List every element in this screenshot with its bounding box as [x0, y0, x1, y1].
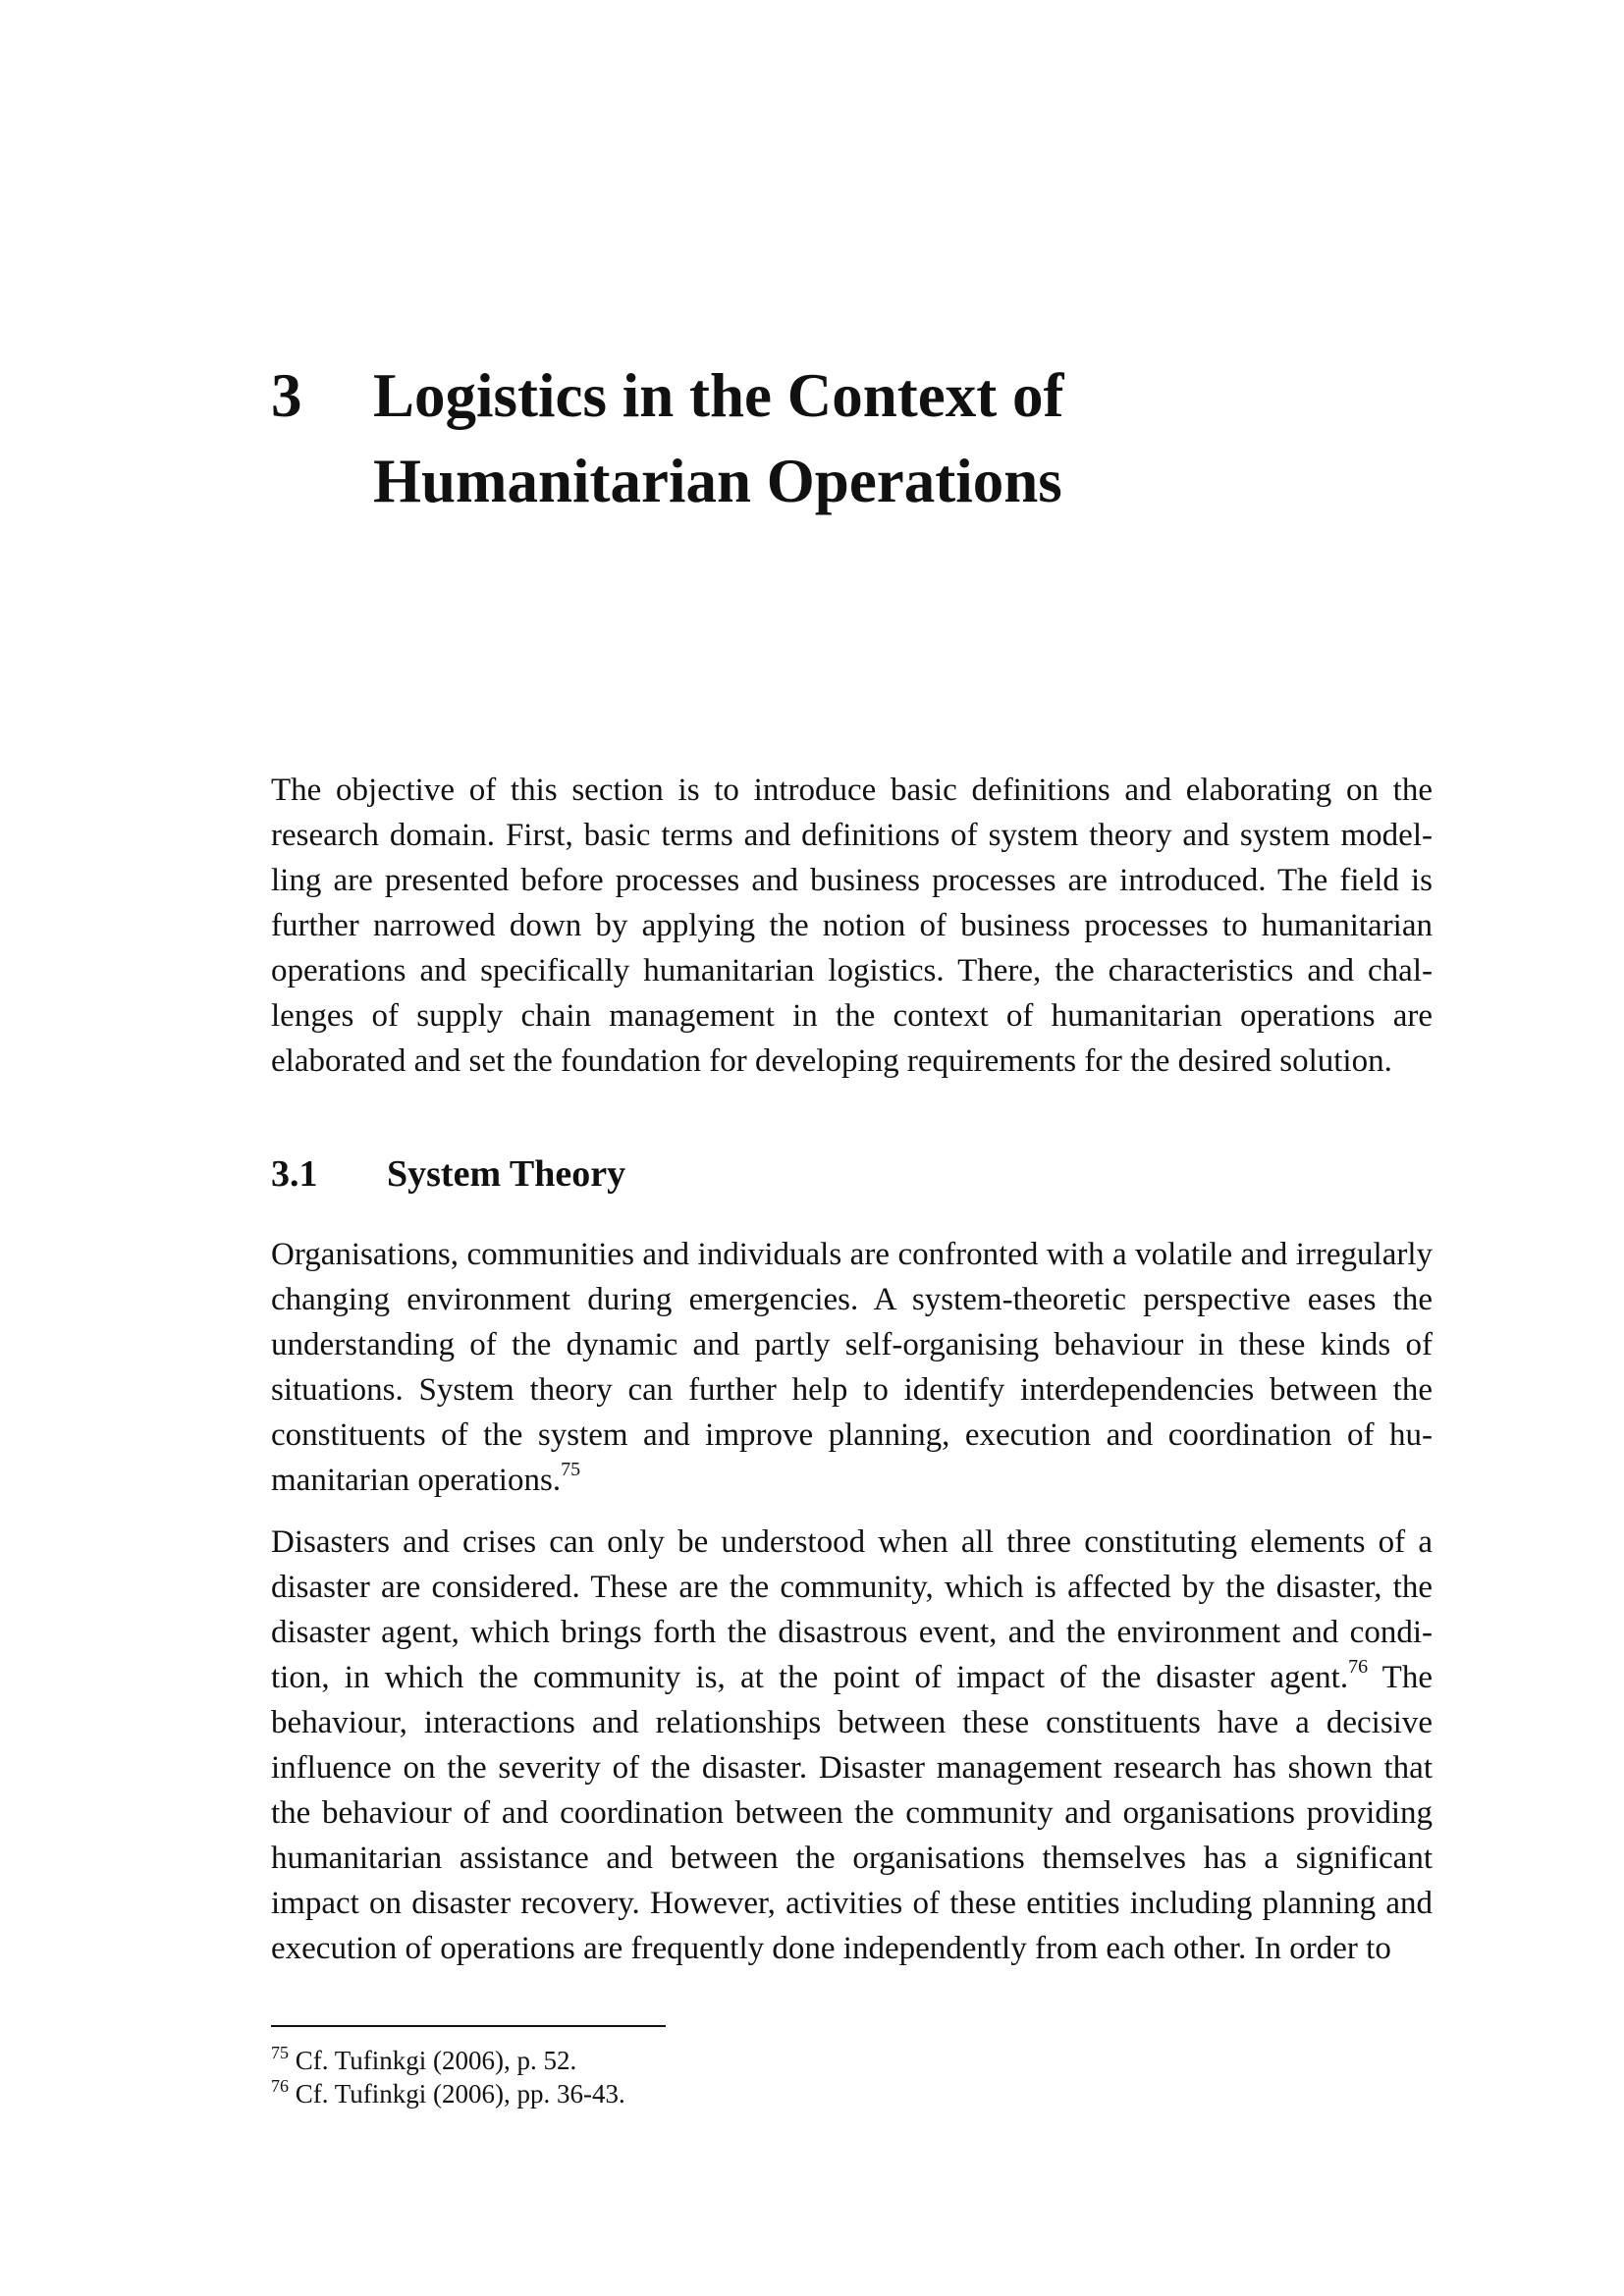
footnote-text: Cf. Tufinkgi (2006), p. 52. — [289, 2046, 577, 2075]
section-paragraph-1-text: Organisations, communities and individuals are confronted with a volatile and irregularly changing environment during emergencies. A system-theoretic perspective eases the understanding of the dynamic and partly self-organising behaviour in these kinds of situations. System theory can further help to identify interdependencies between the constituents of the system and improve planning, execution and coordination of humanitarian operations. — [271, 1237, 1433, 1498]
footnote-number: 76 — [271, 2076, 289, 2096]
footnote-ref-76[interactable]: 76 — [1348, 1656, 1369, 1678]
chapter-title: Logistics in the Context of Humanitarian Operations — [373, 361, 1064, 515]
footnote-separator — [271, 2025, 666, 2027]
footnote-76 — [271, 2077, 1433, 2110]
section-paragraph-2-text-a: Disasters and crises can only be understood when all three constituting elements of a disaster are considered. These are the community, which is affected by the disaster, the disaster agent, which brings forth the disastrous event, and the environment and condition, in which the community is, at the point of impact of the disaster agent. — [271, 1524, 1433, 1695]
footnote-text: Cf. Tufinkgi (2006), pp. 36-43. — [289, 2079, 625, 2109]
footnote-number: 75 — [271, 2043, 289, 2062]
footnotes — [271, 2044, 1433, 2110]
section-paragraph-1 — [271, 1232, 1433, 1503]
section-body — [271, 1232, 1433, 1971]
section-paragraph-2-text-b: The behaviour, interactions and relationships between these constituents have a decisive influence on the severity of the disaster. Disaster management research has shown that the behaviour of and coordination between the community and organisations providing humanitarian assistance and between the organisations themselves has a significant impact on disaster recovery. However, activities of these entities including planning and execution of operations are frequently done independently from each other. In order to — [271, 1660, 1433, 1966]
section-paragraph-2 — [271, 1520, 1433, 1971]
section-number: 3.1 — [271, 1153, 318, 1195]
footnote-75 — [271, 2044, 1433, 2077]
chapter-number: 3 — [271, 361, 302, 430]
section-title: System Theory — [387, 1153, 626, 1195]
intro-paragraph: The objective of this section is to introduce basic definitions and elaborating on the research domain. First, basic terms and definitions of system theory and system modelling are presented before processes and business processes are introduced. The field is further narrowed down by applying the notion of business processes to humanitarian operations and specifically humanitarian logistics. There, the characteristics and challenges of supply chain management in the context of humanitarian operations are elaborated and set the foundation for developing requirements for the desired solution. — [271, 773, 1433, 1079]
intro-section — [271, 768, 1433, 1084]
footnote-ref-75[interactable]: 75 — [561, 1459, 581, 1480]
